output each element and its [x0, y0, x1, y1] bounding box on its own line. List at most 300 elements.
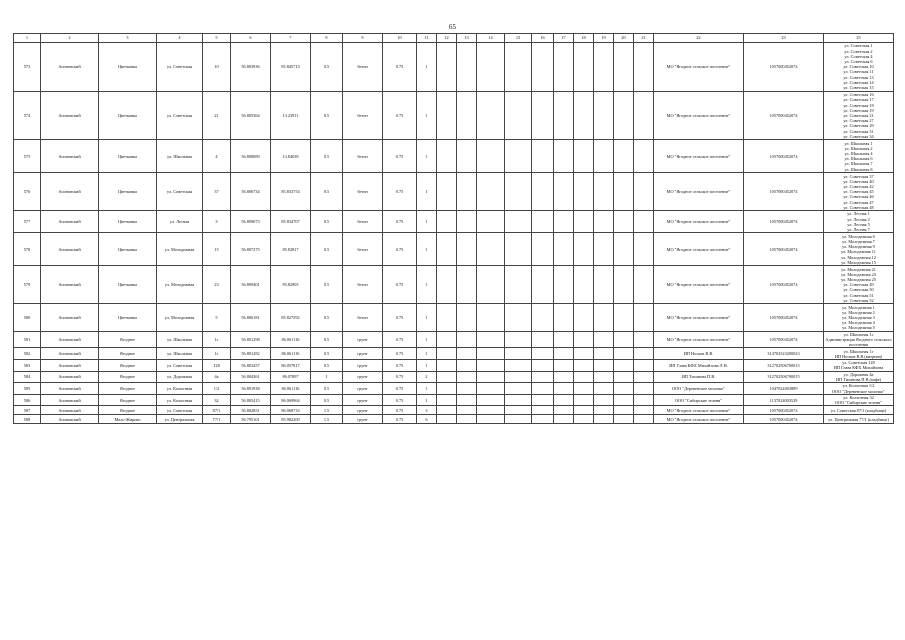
cell-empty — [594, 331, 614, 348]
cell-count: 1 — [417, 348, 437, 360]
cell-empty — [477, 394, 505, 406]
served-address: ИП Тиханова П.В (кафе) — [835, 376, 882, 382]
cell-empty — [457, 394, 477, 406]
cell-lon: 86.061116 — [271, 331, 311, 348]
cell-cover: грунт — [343, 406, 383, 415]
cell-street: ул. Советская — [157, 173, 203, 211]
cell-vol: 0.75 — [383, 43, 417, 92]
cell-locality: Цветковка — [99, 173, 157, 211]
cell-count: 1 — [417, 394, 437, 406]
cell-vol: 0.75 — [383, 266, 417, 304]
cell-vol: 0.75 — [383, 406, 417, 415]
cell-house: 77/1 — [203, 415, 231, 424]
cell-empty — [554, 233, 574, 266]
served-address: ул. Советская 16 — [843, 92, 874, 98]
cell-empty — [574, 406, 594, 415]
cell-empty — [477, 43, 505, 92]
cell-empty — [574, 371, 594, 383]
cell-district: Асиновский — [41, 304, 99, 332]
cell-n: 579 — [14, 266, 41, 304]
cell-empty — [574, 415, 594, 424]
cell-c12 — [437, 304, 457, 332]
column-header-11: 11 — [417, 34, 437, 43]
table-row — [14, 233, 894, 266]
cell-organization: МО "Ягодное сельское поселение" — [654, 304, 744, 332]
cell-district: Асиновский — [41, 360, 99, 372]
served-address: ул. Школьная 1г — [843, 348, 874, 354]
cell-empty — [477, 233, 505, 266]
cell-empty — [477, 91, 505, 140]
cell-empty — [614, 415, 634, 424]
cell-vol: 0.75 — [383, 331, 417, 348]
cell-served-addresses — [824, 211, 894, 233]
column-header-15: 15 — [505, 34, 532, 43]
cell-ogrn: 1057000452074 — [744, 43, 824, 92]
cell-empty — [574, 233, 594, 266]
cell-n: 584 — [14, 371, 41, 383]
cell-empty — [614, 383, 634, 395]
served-address: ул. Советская 50 — [843, 287, 874, 293]
table-row — [14, 406, 894, 415]
cell-empty — [634, 91, 654, 140]
cell-served-addresses — [824, 371, 894, 383]
cell-house: 1/2 — [203, 383, 231, 395]
cell-lat: 56.801938 — [231, 383, 271, 395]
cell-served-addresses — [824, 348, 894, 360]
cell-empty — [532, 371, 554, 383]
served-address: ул. Школьная 4 — [844, 151, 873, 157]
cell-locality: Цветковка — [99, 43, 157, 92]
table-row — [14, 304, 894, 332]
served-address: ул. Колхозная 1/2 — [842, 383, 875, 389]
cell-empty — [634, 140, 654, 173]
served-address: ул. Колхозная 32 — [843, 394, 874, 400]
cell-house: 5 — [203, 304, 231, 332]
cell-empty — [457, 371, 477, 383]
cell-lon: 86.069964 — [271, 394, 311, 406]
cell-served-addresses — [824, 415, 894, 424]
cell-served-addresses — [824, 43, 894, 92]
cell-empty — [457, 348, 477, 360]
served-address: ООО "Сибирские зелени" — [834, 400, 883, 406]
cell-ogrn: 1057000452074 — [744, 266, 824, 304]
cell-empty — [477, 383, 505, 395]
cell-street: ул. Молодежная — [157, 266, 203, 304]
cell-empty — [554, 348, 574, 360]
table-row — [14, 331, 894, 348]
cell-empty — [532, 348, 554, 360]
cell-district: Асиновский — [41, 348, 99, 360]
cell-empty — [614, 371, 634, 383]
column-header-21: 21 — [634, 34, 654, 43]
served-address: ул. Советская 4 — [844, 53, 873, 59]
cell-area: 0.5 — [311, 43, 343, 92]
cell-served-addresses — [824, 266, 894, 304]
cell-house: 10 — [203, 43, 231, 92]
cell-empty — [532, 304, 554, 332]
cell-area: 0.5 — [311, 304, 343, 332]
column-header-22: 22 — [654, 34, 744, 43]
cell-empty — [457, 211, 477, 233]
cell-empty — [634, 383, 654, 395]
cell-lon: 85.982209 — [271, 415, 311, 424]
cell-district: Асиновский — [41, 406, 99, 415]
cell-street: ул. Школьная — [157, 348, 203, 360]
cell-empty — [634, 415, 654, 424]
cell-ogrn: 1057000452074 — [744, 211, 824, 233]
cell-lat: 56.795101 — [231, 415, 271, 424]
cell-empty — [554, 331, 574, 348]
column-header-5: 5 — [203, 34, 231, 43]
table-row — [14, 91, 894, 140]
cell-district: Асиновский — [41, 266, 99, 304]
table-row — [14, 173, 894, 211]
served-address: ул. Молодежная 11 — [841, 249, 876, 255]
cell-empty — [554, 304, 574, 332]
served-address: ул. Молодежная 25 — [841, 276, 876, 282]
served-address: ул. Советская 17 — [843, 97, 874, 103]
cell-empty — [505, 406, 532, 415]
cell-empty — [554, 360, 574, 372]
cell-lon: 85.845713 — [271, 43, 311, 92]
cell-ogrn: 314702523200023 — [744, 348, 824, 360]
served-address: ул. Молодежная 2 — [842, 309, 875, 315]
column-header-19: 19 — [594, 34, 614, 43]
cell-c12 — [437, 406, 457, 415]
cell-empty — [594, 211, 614, 233]
cell-ogrn: 312702506700015 — [744, 371, 824, 383]
cell-organization: МО "Ягодное сельское поселение" — [654, 140, 744, 173]
cell-count: 1 — [417, 304, 437, 332]
served-address: ул. Молодежная 15 — [841, 259, 876, 265]
served-address: ул. Молодежная 3 — [842, 314, 875, 320]
column-header-3: 3 — [99, 34, 157, 43]
cell-street: ул. Молодежная — [157, 233, 203, 266]
cell-empty — [614, 394, 634, 406]
cell-empty — [594, 383, 614, 395]
cell-ogrn: 1057000452074 — [744, 140, 824, 173]
cell-empty — [477, 415, 505, 424]
cell-empty — [614, 91, 634, 140]
cell-empty — [477, 406, 505, 415]
cell-empty — [457, 91, 477, 140]
cell-empty — [634, 266, 654, 304]
cell-street: ул. Лесная — [157, 211, 203, 233]
cell-district: Асиновский — [41, 415, 99, 424]
cell-lat: 56.803457 — [231, 360, 271, 372]
cell-locality: Цветковка — [99, 211, 157, 233]
cell-empty — [505, 91, 532, 140]
cell-empty — [574, 383, 594, 395]
cell-organization: МО "Ягодное сельское поселение" — [654, 91, 744, 140]
cell-empty — [477, 140, 505, 173]
served-address: ул. Советская 37 — [843, 173, 874, 179]
cell-cover: бетон — [343, 173, 383, 211]
cell-cover: бетон — [343, 140, 383, 173]
cell-empty — [505, 348, 532, 360]
cell-organization: МО "Ягодное сельское поселение" — [654, 331, 744, 348]
cell-n: 588 — [14, 415, 41, 424]
cell-count: 6 — [417, 415, 437, 424]
column-header-24: 25 — [824, 34, 894, 43]
cell-empty — [505, 371, 532, 383]
cell-count: 1 — [417, 91, 437, 140]
cell-empty — [554, 394, 574, 406]
cell-empty — [594, 173, 614, 211]
cell-district: Асиновский — [41, 43, 99, 92]
served-address: ул. Советская 42 — [843, 183, 874, 189]
cell-cover: бетон — [343, 211, 383, 233]
cell-count: 2 — [417, 371, 437, 383]
cell-locality: Ягодное — [99, 383, 157, 395]
served-address: ул. Советская 27 — [843, 118, 874, 124]
page-number: 65 — [449, 23, 456, 31]
cell-n: 580 — [14, 304, 41, 332]
cell-street: ул. Советская — [157, 91, 203, 140]
cell-c12 — [437, 43, 457, 92]
cell-vol: 0.75 — [383, 140, 417, 173]
cell-street: ул. Молодежная — [157, 304, 203, 332]
cell-empty — [477, 211, 505, 233]
cell-district: Асиновский — [41, 394, 99, 406]
cell-empty — [457, 360, 477, 372]
cell-locality: Цветковка — [99, 266, 157, 304]
cell-vol: 0.75 — [383, 383, 417, 395]
cell-empty — [634, 43, 654, 92]
cell-empty — [594, 43, 614, 92]
cell-house: 4а — [203, 371, 231, 383]
cell-street: ул. Советская — [157, 406, 203, 415]
cell-count: 1 — [417, 233, 437, 266]
table-row — [14, 140, 894, 173]
cell-served-addresses — [824, 383, 894, 395]
cell-served-addresses — [824, 304, 894, 332]
cell-empty — [505, 415, 532, 424]
cell-n: 573 — [14, 43, 41, 92]
cell-empty — [614, 348, 634, 360]
cell-empty — [574, 304, 594, 332]
table-row — [14, 360, 894, 372]
cell-lon: 86.061116 — [271, 348, 311, 360]
cell-lon: 85.82817 — [271, 233, 311, 266]
cell-empty — [505, 173, 532, 211]
cell-locality: Ягодное — [99, 371, 157, 383]
cell-cover: грунт — [343, 415, 383, 424]
cell-empty — [457, 140, 477, 173]
cell-lat: 56.807275 — [231, 233, 271, 266]
cell-n: 586 — [14, 394, 41, 406]
cell-empty — [532, 331, 554, 348]
cell-empty — [477, 304, 505, 332]
cell-n: 577 — [14, 211, 41, 233]
column-header-16: 16 — [532, 34, 554, 43]
cell-empty — [505, 43, 532, 92]
served-address: ул. Советская 19 — [843, 107, 874, 113]
cell-district: Асиновский — [41, 173, 99, 211]
cell-empty — [614, 304, 634, 332]
cell-lat: 56.805415 — [231, 394, 271, 406]
cell-empty — [505, 211, 532, 233]
table-row — [14, 383, 894, 395]
cell-area: 0.5 — [311, 233, 343, 266]
cell-served-addresses — [824, 91, 894, 140]
cell-cover: бетон — [343, 233, 383, 266]
cell-empty — [594, 394, 614, 406]
cell-c12 — [437, 233, 457, 266]
cell-cover: грунт — [343, 348, 383, 360]
cell-lat: 56.801282 — [231, 348, 271, 360]
served-address: ул. Советская 48 — [843, 204, 874, 210]
cell-lon: 13.23911 — [271, 91, 311, 140]
cell-n: 578 — [14, 233, 41, 266]
cell-empty — [505, 140, 532, 173]
cell-c12 — [437, 394, 457, 406]
cell-locality: Цветковка — [99, 233, 157, 266]
table-row — [14, 394, 894, 406]
column-header-13: 13 — [457, 34, 477, 43]
cell-n: 575 — [14, 140, 41, 173]
cell-organization: МО "Ягодное сельское поселение" — [654, 233, 744, 266]
cell-empty — [457, 415, 477, 424]
column-header-1: 1 — [14, 34, 41, 43]
cell-lat: 56.802851 — [231, 406, 271, 415]
cell-count: 1 — [417, 173, 437, 211]
cell-empty — [594, 140, 614, 173]
cell-vol: 0.75 — [383, 348, 417, 360]
cell-empty — [457, 331, 477, 348]
cell-lon: 85.82903 — [271, 266, 311, 304]
cell-empty — [574, 266, 594, 304]
cell-ogrn: 1047024003889 — [744, 383, 824, 395]
served-address: ул. Молодежная 4 — [842, 320, 875, 326]
cell-vol: 0.75 — [383, 173, 417, 211]
cell-n: 587 — [14, 406, 41, 415]
cell-empty — [614, 43, 634, 92]
cell-empty — [457, 43, 477, 92]
served-address: ул. Лесная 1 — [847, 211, 870, 217]
cell-area: 1.5 — [311, 406, 343, 415]
cell-empty — [532, 173, 554, 211]
served-address: Администрация Ягодного сельского поселения — [825, 337, 892, 348]
cell-c12 — [437, 371, 457, 383]
cell-locality: Ягодное — [99, 331, 157, 348]
cell-ogrn: 1057000452074 — [744, 233, 824, 266]
cell-empty — [594, 91, 614, 140]
cell-c12 — [437, 360, 457, 372]
cell-house: 1г — [203, 331, 231, 348]
cell-street: ул. Колхозная — [157, 394, 203, 406]
cell-cover: бетон — [343, 266, 383, 304]
cell-district: Асиновский — [41, 211, 99, 233]
cell-count: 1 — [417, 266, 437, 304]
cell-lat: 56.803936 — [231, 43, 271, 92]
cell-empty — [614, 331, 634, 348]
cell-area: 0.5 — [311, 383, 343, 395]
served-address: ул. Советская 31 — [843, 128, 874, 134]
cell-ogrn: 1057000452074 — [744, 415, 824, 424]
served-address: ул. Советская 6 — [844, 59, 873, 65]
cell-ogrn: 1137024003529 — [744, 394, 824, 406]
cell-empty — [532, 211, 554, 233]
cell-empty — [477, 266, 505, 304]
cell-n: 582 — [14, 348, 41, 360]
cell-n: 583 — [14, 360, 41, 372]
served-address: ул. Советская 2 — [844, 48, 873, 54]
served-address: ул. Лесная 2 — [847, 216, 870, 222]
cell-count: 1 — [417, 383, 437, 395]
cell-street: ул. Дорожная — [157, 371, 203, 383]
cell-empty — [532, 406, 554, 415]
served-address: ул. Лесная 7 — [847, 227, 870, 233]
cell-empty — [554, 140, 574, 173]
cell-served-addresses — [824, 233, 894, 266]
cell-empty — [574, 211, 594, 233]
cell-empty — [532, 383, 554, 395]
cell-district: Асиновский — [41, 91, 99, 140]
served-address: ул. Советская 13 — [843, 74, 874, 80]
cell-vol: 0.75 — [383, 394, 417, 406]
cell-c12 — [437, 348, 457, 360]
column-header-23: 23 — [744, 34, 824, 43]
cell-empty — [554, 91, 574, 140]
cell-empty — [532, 415, 554, 424]
cell-empty — [532, 360, 554, 372]
cell-district: Асиновский — [41, 371, 99, 383]
served-address: ул. Школьная 1 — [844, 140, 873, 146]
cell-empty — [532, 394, 554, 406]
cell-empty — [554, 371, 574, 383]
served-address: ИП Носков В.В.(витрина) — [834, 353, 883, 359]
cell-street: ул. Колхозная — [157, 383, 203, 395]
served-address: ул. Молодежная 9 — [842, 244, 875, 250]
cell-house: 3 — [203, 211, 231, 233]
container-site-register-table — [13, 33, 894, 424]
cell-empty — [634, 233, 654, 266]
cell-count: 1 — [417, 43, 437, 92]
cell-district: Асиновский — [41, 331, 99, 348]
cell-lon: 13.84039 — [271, 140, 311, 173]
cell-empty — [554, 211, 574, 233]
cell-house: 87/1 — [203, 406, 231, 415]
cell-lon: 86.061116 — [271, 383, 311, 395]
column-header-8: 8 — [311, 34, 343, 43]
cell-empty — [634, 173, 654, 211]
served-address: ул. Молодежная 5 — [842, 325, 875, 331]
cell-street: ул. Советская — [157, 360, 203, 372]
cell-empty — [614, 211, 634, 233]
served-address: ул. Центральная 77/1 (кладбище) — [828, 416, 889, 422]
header-row — [14, 34, 894, 43]
cell-empty — [594, 406, 614, 415]
cell-empty — [554, 43, 574, 92]
cell-house: 37 — [203, 173, 231, 211]
cell-empty — [532, 91, 554, 140]
cell-empty — [594, 371, 614, 383]
cell-cover: грунт — [343, 394, 383, 406]
cell-empty — [505, 360, 532, 372]
cell-ogrn: 1057000452074 — [744, 173, 824, 211]
cell-lat: 56.805364 — [231, 91, 271, 140]
cell-served-addresses — [824, 331, 894, 348]
cell-locality: Ягодное — [99, 360, 157, 372]
cell-empty — [554, 173, 574, 211]
column-header-2: 2 — [41, 34, 99, 43]
served-address: ул. Советская 51 — [843, 292, 874, 298]
cell-ogrn: 312702506700015 — [744, 360, 824, 372]
column-header-7: 7 — [271, 34, 311, 43]
cell-empty — [634, 371, 654, 383]
served-address: ул. Молодежная 7 — [842, 238, 875, 244]
